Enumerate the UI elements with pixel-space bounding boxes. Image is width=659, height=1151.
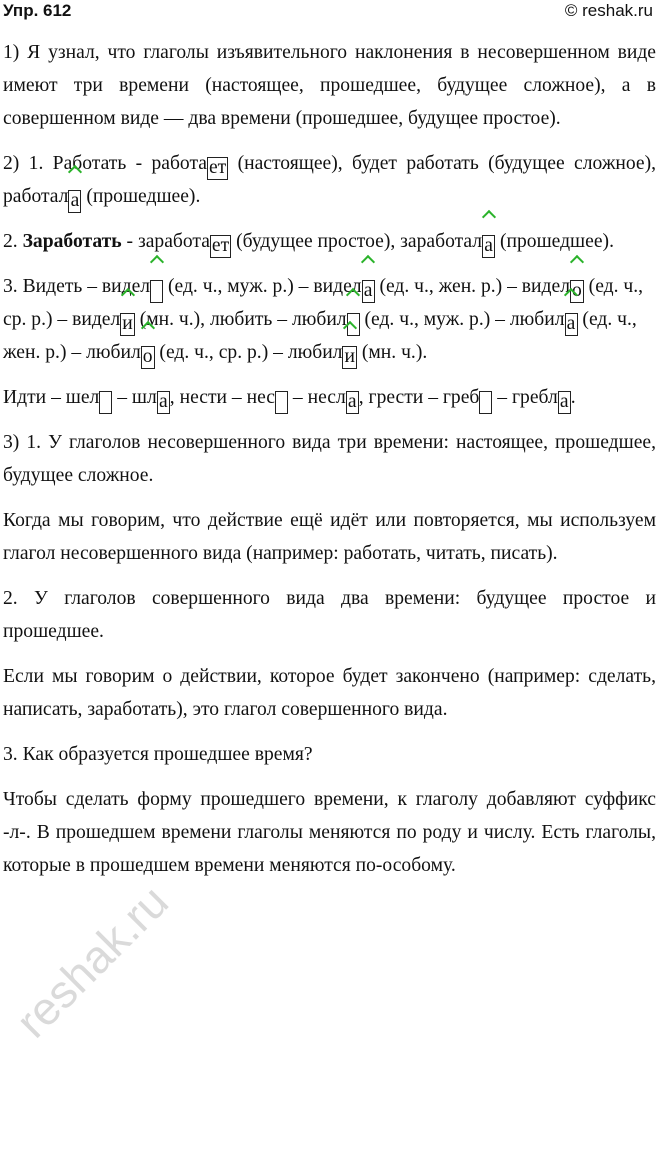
paragraph-1: 1) Я узнал, что глаголы изъявительного наклонения в несовершенном виде имеют три времени (настоящее, прошедшее, будущее сложное), а в совершенном виде — два времени (прошедшее, будущее простое). bbox=[3, 42, 656, 129]
text: 3. Видеть – видел bbox=[3, 276, 151, 297]
site-credit: © reshak.ru bbox=[564, 1, 653, 20]
empty-ending-box bbox=[479, 391, 492, 414]
ending-box: а bbox=[346, 391, 359, 414]
text: (прошедшее). bbox=[81, 186, 201, 207]
text: (будущее простое), заработал bbox=[231, 231, 483, 252]
ending-box: и bbox=[344, 346, 355, 367]
ending-mark bbox=[120, 303, 135, 336]
ending-box: ет bbox=[211, 235, 230, 256]
ending-box: о bbox=[142, 346, 153, 367]
ending-mark bbox=[482, 225, 495, 258]
ending-box: а bbox=[558, 391, 571, 414]
text: (настоящее), будет работать (будущее сложное), работал bbox=[3, 153, 656, 207]
ending-box: и bbox=[122, 313, 133, 334]
text: – несл bbox=[287, 387, 346, 408]
paragraph-9: Если мы говорим о действии, которое будет закончено (например: сделать, написать, заработать), это глагол совершенного вида. bbox=[3, 666, 656, 720]
ending-mark bbox=[479, 381, 492, 414]
header bbox=[0, 0, 659, 26]
text: , нести – нес bbox=[169, 387, 275, 408]
text: (ед. ч., ср. р.) – видел bbox=[3, 276, 644, 330]
paragraph-8: 2. У глаголов совершенного вида два времени: будущее простое и прошедшее. bbox=[3, 588, 656, 642]
ending-mark bbox=[275, 381, 288, 414]
ending-box: а bbox=[362, 280, 375, 303]
paragraph-6: 3) 1. У глаголов несовершенного вида три времени: настоящее, прошедшее, будущее сложное. bbox=[3, 432, 656, 486]
paragraph-4 bbox=[3, 270, 656, 369]
ending-mark bbox=[150, 270, 163, 303]
text: (мн. ч.). bbox=[356, 342, 428, 363]
ending-mark bbox=[141, 336, 155, 369]
paragraph-10: 3. Как образуется прошедшее время? bbox=[3, 744, 313, 765]
ending-mark bbox=[346, 381, 359, 414]
ending-mark bbox=[558, 381, 571, 414]
ending-mark bbox=[207, 147, 228, 180]
ending-mark bbox=[342, 336, 357, 369]
ending-mark bbox=[565, 303, 578, 336]
text: (ед. ч., муж. р.) – видел bbox=[163, 276, 362, 297]
text: (мн. ч.), любить – любил bbox=[134, 309, 347, 330]
ending-box: а bbox=[157, 391, 170, 414]
text: - заработа bbox=[121, 231, 210, 252]
text: 2) 1. Работать - работа bbox=[3, 153, 207, 174]
paragraph-11: Чтобы сделать форму прошедшего времени, к глаголу добавляют суффикс -л-. В прошедшем времени глаголы меняются по роду и числу. Есть глаголы, которые в прошедшем времени меняются по-особому. bbox=[3, 789, 656, 876]
ending-mark bbox=[362, 270, 375, 303]
text: . bbox=[570, 387, 576, 408]
watermark: reshak.ru bbox=[5, 875, 179, 1048]
empty-ending-box bbox=[150, 280, 163, 303]
paragraph-5 bbox=[3, 381, 656, 414]
text: 2. bbox=[3, 231, 23, 252]
text: (ед. ч., жен. р.) – видел bbox=[374, 276, 570, 297]
empty-ending-box bbox=[99, 391, 112, 414]
content bbox=[3, 36, 656, 882]
paragraph-2 bbox=[3, 147, 656, 213]
text: (ед. ч., жен. р.) – любил bbox=[3, 309, 637, 363]
exercise-title: Упр. 612 bbox=[3, 1, 72, 20]
empty-ending-box bbox=[275, 391, 288, 414]
ending-mark bbox=[68, 180, 81, 213]
text: , грести – греб bbox=[358, 387, 480, 408]
text: Идти – шел bbox=[3, 387, 100, 408]
ending-mark bbox=[99, 381, 112, 414]
paragraph-7: Когда мы говорим, что действие ещё идёт или повторяется, мы используем глагол несовершенного вида (например: работать, читать, писать). bbox=[3, 510, 656, 564]
ending-box: о bbox=[571, 280, 582, 301]
ending-box: а bbox=[68, 190, 81, 213]
bold-word: Заработать bbox=[22, 231, 122, 252]
text: (прошедшее). bbox=[495, 231, 614, 252]
ending-mark bbox=[157, 381, 170, 414]
paragraph-3 bbox=[3, 225, 656, 258]
text: – гребл bbox=[492, 387, 558, 408]
text: – шл bbox=[112, 387, 157, 408]
text: (ед. ч., ср. р.) – любил bbox=[154, 342, 343, 363]
text: (ед. ч., муж. р.) – любил bbox=[359, 309, 565, 330]
ending-mark bbox=[210, 225, 231, 258]
ending-box: а bbox=[482, 235, 495, 258]
ending-box: а bbox=[565, 313, 578, 336]
ending-box: ет bbox=[208, 157, 227, 178]
